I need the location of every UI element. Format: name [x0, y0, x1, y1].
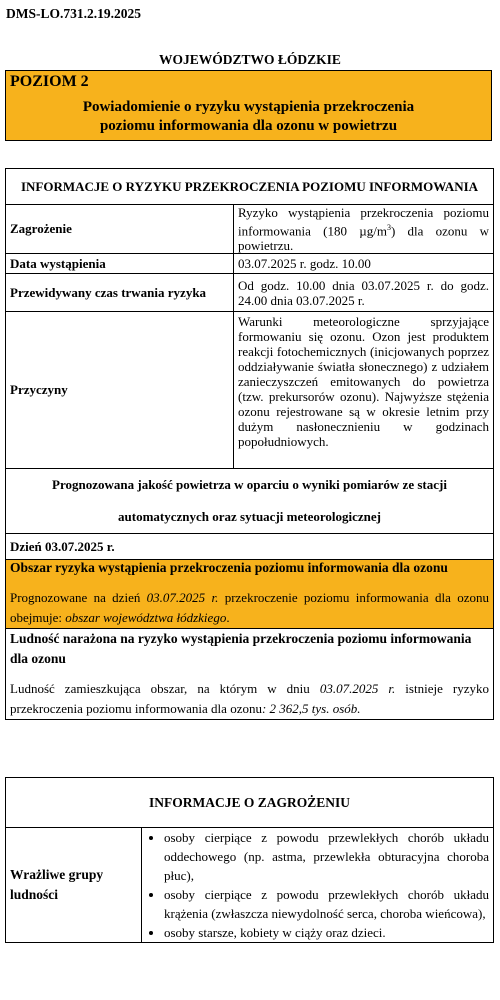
duration-value: Od godz. 10.00 dnia 03.07.2025 r. do godz. 24.00 dnia 03.07.2025 r. — [234, 274, 494, 312]
threat-info-table — [5, 777, 494, 943]
duration-label: Przewidywany czas trwania ryzyka — [6, 274, 234, 312]
exposed-population-text: Ludność zamieszkująca obszar, na którym w dniu 03.07.2025 r. istnieje ryzyko przekroczenia poziomu informowania dla ozonu: 2 362,5 tys. osób. — [10, 681, 489, 717]
risk-info-header: INFORMACJE O RYZYKU PRZEKROCZENIA POZIOMU INFORMOWANIA — [6, 169, 494, 205]
risk-area-section — [6, 560, 494, 629]
threat-value: Ryzyko wystąpienia przekroczenia poziomu informowania (180 $\mu g/m^3$) dla ozonu w powietrzu. — [234, 205, 494, 254]
risk-area-heading: Obszar ryzyka wystąpienia przekroczenia poziomu informowania dla ozonu — [10, 560, 448, 576]
risk-area-text: Prognozowane na dzień 03.07.2025 r. przekroczenie poziomu informowania dla ozonu obejmuje: obszar województwa łódzkiego. — [10, 590, 489, 626]
document-id: DMS-LO.731.2.19.2025 — [6, 6, 141, 21]
causes-value: Warunki meteorologiczne sprzyjające formowaniu się ozonu. Ozon jest produktem reakcji fotochemicznych (inicjowanych poprzez oddziaływanie światła słonecznego) z udziałem zanieczyszczeń emitowanych do powietrza (tzw. prekursorów ozonu). Najwyższe stężenia ozonu rejestrowane są w okresie letnim przy dużym nasłonecznieniu w godzinach popołudniowych. — [234, 312, 494, 469]
alert-level: POZIOM 2 — [10, 73, 89, 90]
threat-label: Zagrożenie — [6, 205, 234, 254]
alert-level-box — [5, 70, 492, 141]
forecast-heading — [6, 469, 494, 534]
sensitive-groups-cell — [142, 828, 494, 943]
exposed-population-section — [6, 629, 494, 720]
sensitive-groups-label: Wrażliwe grupy ludności — [6, 828, 142, 943]
notification-title-line-2: poziomu informowania dla ozonu w powietrzu — [99, 118, 398, 134]
forecast-day: Dzień 03.07.2025 r. — [6, 534, 494, 560]
date-label: Data wystąpienia — [6, 254, 234, 274]
causes-label: Przyczyny — [6, 312, 234, 469]
notification-title-line-1: Powiadomienie o ryzyku wystąpienia przekroczenia — [82, 99, 415, 115]
risk-info-table — [5, 168, 494, 720]
forecast-heading-line-1: Prognozowana jakość powietrza w oparciu o wyniki pomiarów ze stacji — [52, 477, 447, 493]
exposed-population-heading: Ludność narażona na ryzyko wystąpienia przekroczenia poziomu informowania dla ozonu — [10, 631, 472, 667]
risk-area-region: obszar województwa łódzkiego — [65, 610, 227, 626]
risk-area-date: 03.07.2025 r. — [146, 590, 219, 606]
date-value: 03.07.2025 r. godz. 10.00 — [234, 254, 494, 274]
notification-title — [6, 98, 491, 136]
sensitive-group-item: • osoby starsze, kobiety w ciąży oraz dzieci. — [164, 923, 489, 942]
exposed-population-count: : 2 362,5 tys. osób. — [261, 701, 361, 717]
voivodeship-heading: WOJEWÓDZTWO ŁÓDZKIE — [159, 52, 341, 67]
threat-info-header: INFORMACJE O ZAGROŻENIU — [6, 778, 494, 828]
sensitive-group-item: • osoby cierpiące z powodu przewlekłych chorób układu krążenia (zwłaszcza niewydolność serca, choroba wieńcowa), — [164, 885, 489, 923]
exposed-population-date: 03.07.2025 r. — [319, 681, 396, 697]
sensitive-groups-list — [146, 828, 489, 942]
sensitive-group-item: • osoby cierpiące z powodu przewlekłych chorób układu oddechowego (np. astma, przewlekła obturacyjna choroba płuc), — [164, 828, 489, 885]
forecast-heading-line-2: automatycznych oraz sytuacji meteorologicznej — [118, 509, 381, 525]
